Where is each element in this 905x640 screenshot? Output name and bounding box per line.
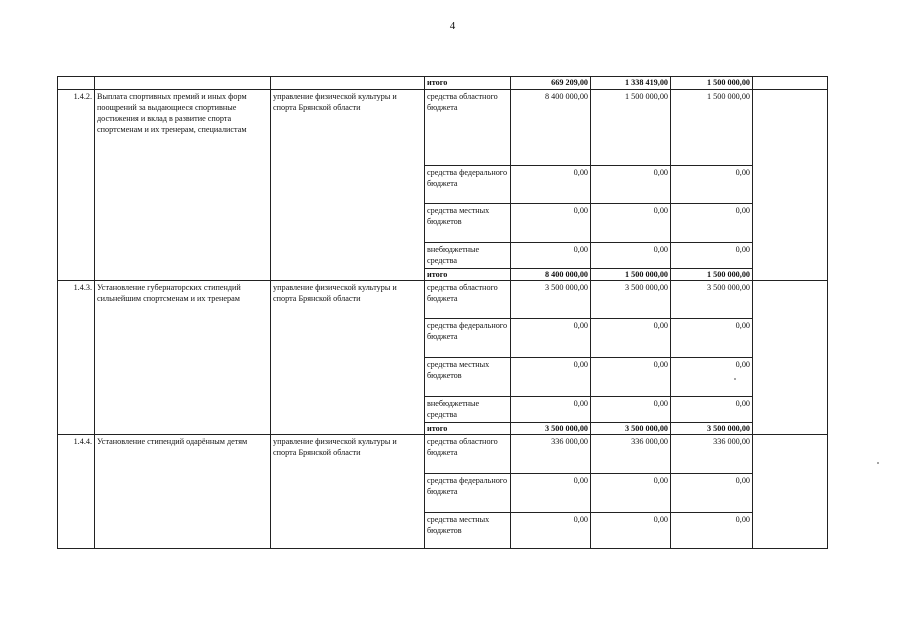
source-cell: средства областного бюджета [425, 435, 511, 474]
item-name: Установление стипендий одарённым детям [95, 435, 271, 549]
value-cell: 0,00 [671, 358, 753, 397]
value-cell: 3 500 000,00 [511, 423, 591, 435]
value-cell: 1 500 000,00 [671, 77, 753, 90]
value-cell: 0,00 [591, 474, 671, 513]
value-cell: 0,00 [511, 204, 591, 243]
item-name: Установление губернаторских стипендий сильнейшим спортсменам и их тренерам [95, 281, 271, 435]
source-cell: средства местных бюджетов [425, 513, 511, 549]
source-cell: средства федерального бюджета [425, 166, 511, 204]
scan-speck [877, 462, 879, 464]
empty-cell [753, 281, 828, 435]
source-cell: средства федерального бюджета [425, 474, 511, 513]
source-cell: итого [425, 77, 511, 90]
value-cell: 0,00 [511, 474, 591, 513]
value-cell: 0,00 [671, 243, 753, 269]
value-cell: 3 500 000,00 [671, 281, 753, 319]
value-cell: 336 000,00 [671, 435, 753, 474]
item-executor: управление физической культуры и спорта Брянской области [271, 435, 425, 549]
value-cell: 0,00 [511, 319, 591, 358]
item-executor: управление физической культуры и спорта Брянской области [271, 90, 425, 281]
value-cell: 0,00 [671, 397, 753, 423]
value-cell: 1 500 000,00 [671, 269, 753, 281]
budget-table [57, 76, 828, 549]
value-cell: 336 000,00 [591, 435, 671, 474]
table-row [58, 77, 828, 90]
value-cell: 1 338 419,00 [591, 77, 671, 90]
value-cell: 0,00 [671, 513, 753, 549]
item-code: 1.4.4. [58, 435, 95, 549]
value-cell: 3 500 000,00 [591, 281, 671, 319]
value-cell: 1 500 000,00 [591, 269, 671, 281]
value-cell: 336 000,00 [511, 435, 591, 474]
value-cell: 3 500 000,00 [591, 423, 671, 435]
source-cell: средства местных бюджетов [425, 358, 511, 397]
empty-cell [753, 435, 828, 549]
source-cell: итого [425, 423, 511, 435]
value-cell: 3 500 000,00 [671, 423, 753, 435]
value-cell: 0,00 [511, 358, 591, 397]
item-code: 1.4.2. [58, 90, 95, 281]
value-cell: 0,00 [511, 513, 591, 549]
source-cell: итого [425, 269, 511, 281]
value-cell: 0,00 [671, 319, 753, 358]
value-cell: 0,00 [591, 243, 671, 269]
value-cell: 669 209,00 [511, 77, 591, 90]
value-cell: 0,00 [591, 319, 671, 358]
value-cell: 0,00 [511, 166, 591, 204]
value-cell: 0,00 [591, 397, 671, 423]
value-cell: 3 500 000,00 [511, 281, 591, 319]
item-code: 1.4.3. [58, 281, 95, 435]
source-cell: средства федерального бюджета [425, 319, 511, 358]
value-cell: 0,00 [591, 166, 671, 204]
value-cell: 0,00 [591, 358, 671, 397]
empty-cell [753, 90, 828, 281]
value-cell: 0,00 [591, 204, 671, 243]
table-row [58, 281, 828, 319]
value-cell: 0,00 [511, 397, 591, 423]
value-cell: 0,00 [671, 166, 753, 204]
source-cell: средства областного бюджета [425, 90, 511, 166]
value-cell: 1 500 000,00 [671, 90, 753, 166]
table-row [58, 435, 828, 474]
value-cell: 0,00 [511, 243, 591, 269]
value-cell: 0,00 [671, 204, 753, 243]
table-row [58, 90, 828, 166]
source-cell: средства местных бюджетов [425, 204, 511, 243]
value-cell: 1 500 000,00 [591, 90, 671, 166]
value-cell: 8 400 000,00 [511, 90, 591, 166]
value-cell: 8 400 000,00 [511, 269, 591, 281]
source-cell: средства областного бюджета [425, 281, 511, 319]
code-cell [58, 77, 95, 90]
name-cell [95, 77, 271, 90]
source-cell: внебюджетные средства [425, 397, 511, 423]
value-cell: 0,00 [591, 513, 671, 549]
scan-speck [734, 378, 736, 380]
item-name: Выплата спортивных премий и иных форм поощрений за выдающиеся спортивные достижения и вклад в развитие спорта спортсменам и их тренерам, специалистам [95, 90, 271, 281]
empty-cell [753, 77, 828, 90]
item-executor: управление физической культуры и спорта Брянской области [271, 281, 425, 435]
value-cell: 0,00 [671, 474, 753, 513]
source-cell: внебюджетные средства [425, 243, 511, 269]
executor-cell [271, 77, 425, 90]
page-number: 4 [449, 20, 456, 32]
